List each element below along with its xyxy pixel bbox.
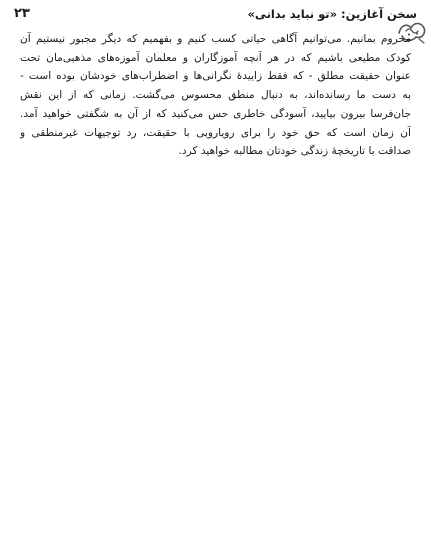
text-line: محروم بمانیم. می‌توانیم آگاهی حیاتی کسب کنیم و بفهمیم که دیگر مجبور نیستیم آن (20, 33, 411, 45)
body-paragraph (20, 30, 411, 161)
text-line: عنوان حقیقت مطلق - که فقط زاییدهٔ نگرانی‌ها و اضطراب‌های خودشان بوده است - (20, 70, 411, 83)
text-line: به دست ما رسانده‌اند، به دنبال منطق محسوس می‌گشت. زمانی که از این نقش (20, 89, 411, 102)
text-line: جان‌فرسا بیرون بیایید، آسودگی خاطری حس می‌کنید که از آن به شگفتی خواهید آمد. (20, 107, 411, 120)
running-title: سخن آغازین: «تو نباید بدانی» (247, 7, 417, 21)
page-number: ۲۳ (14, 6, 30, 21)
text-line: آن زمان است که حق خود را برای رویارویی با حقیقت، رد توجیهات غیرمنطقی و (20, 126, 411, 139)
page-header (14, 4, 417, 24)
text-line: صداقت با تاریخچهٔ زندگی خودتان مطالبه خواهید کرد. (178, 145, 411, 158)
text-line: کودک مطیعی باشیم که در هر آنچه آموزگاران و معلمان آموزه‌های مذهبی‌مان تحت (20, 51, 411, 64)
